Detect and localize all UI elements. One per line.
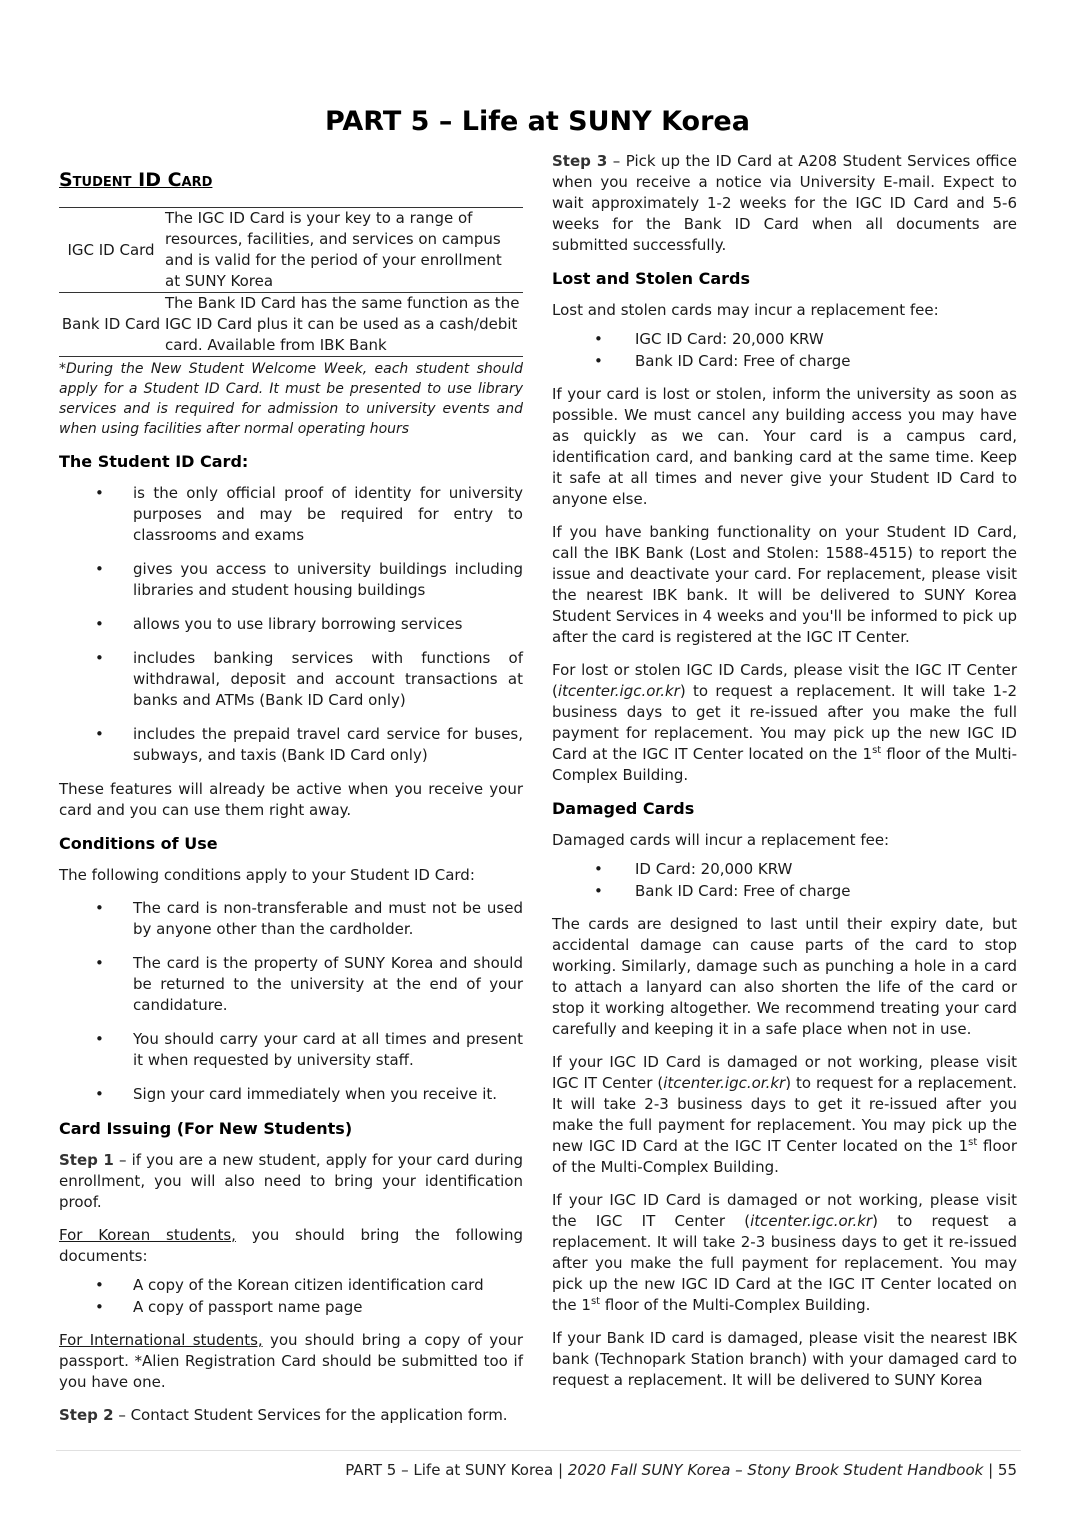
lost-fees-list [552,329,1017,372]
features-paragraph: These features will already be active when you receive your card and you can use them right away. [59,780,523,819]
lost-paragraph-2: If you have banking functionality on your Student ID Card, call the IBK Bank (Lost and Stolen: 1588-4515) to report the issue and deactivate your card. For replacement, please visit the nearest IBK bank. It will be delivered to SUNY Korea Student Services in 4 weeks and you'll be informed to pick up after the card is registered at the IGC IT Center. [552,523,1017,646]
page-footer [345,1459,1017,1481]
footer-separator: | [983,1461,998,1479]
international-students-text: you should bring a copy of your passport. *Alien Registration Card should be submitted too if you have one. [59,1331,523,1391]
text-span: floor of the Multi-Complex Building. [600,1296,871,1314]
list-item: • Bank ID Card: Free of charge [552,881,1017,902]
table-cell-label: IGC ID Card [67,240,155,259]
list-item: • ID Card: 20,000 KRW [552,859,1017,880]
text-span: If your IGC ID Card is damaged or not working, please visit the IGC IT Center ( [552,1191,1017,1230]
damaged-intro: Damaged cards will incur a replacement fee: [552,831,890,849]
list-item: • The card is the property of SUNY Korea and should be returned to the university at the end of your candidature. [59,953,523,1016]
heading-conditions-of-use: Conditions of Use [59,834,218,853]
features-list [59,483,523,766]
international-students-label: For International students, [59,1331,263,1349]
lost-intro: Lost and stolen cards may incur a replacement fee: [552,301,939,319]
step-2-label: Step 2 [59,1406,114,1424]
text-span: For lost or stolen IGC ID Cards, please visit the IGC IT Center ( [552,661,1017,700]
lost-paragraph-1: If your card is lost or stolen, inform the university as soon as possible. We must cancel any building access you may have as quickly as we can. Your card is a campus card, identification card, and banking card at the same time. Keep it safe at all times and never give your Student ID Card to anyone else. [552,385,1017,508]
step-3-label: Step 3 [552,152,608,170]
list-item: • A copy of the Korean citizen identification card [59,1275,523,1296]
footer-separator: | [553,1461,568,1479]
korean-docs-list [59,1275,523,1318]
damaged-paragraph-4: If your Bank ID card is damaged, please visit the nearest IBK bank (Technopark Station branch) with your damaged card to request a replacement. It will be delivered to SUNY Korea [552,1329,1017,1389]
heading-card-issuing: Card Issuing (For New Students) [59,1119,353,1138]
it-center-link[interactable]: itcenter.igc.or.kr [663,1074,786,1092]
list-item: • IGC ID Card: 20,000 KRW [552,329,1017,350]
damaged-fees-list [552,859,1017,902]
international-students-paragraph [59,1330,523,1393]
korean-students-label: For Korean students, [59,1226,236,1244]
step-3-paragraph [552,151,1017,256]
damaged-paragraph-2 [552,1052,1017,1178]
text-span: ) to request a replacement. It will take 2-3 business days to get it re-issued after you make the full payment for replacement. You may pick up the new IGC ID Card at the IGC IT Center located on the 1 [552,1212,1017,1314]
it-center-link[interactable]: itcenter.igc.or.kr [750,1212,873,1230]
table-row [59,293,523,357]
damaged-paragraph-3 [552,1190,1017,1316]
list-item: • includes the prepaid travel card service for buses, subways, and taxis (Bank ID Card only) [59,724,523,766]
left-column [59,151,523,1438]
id-card-table [59,207,523,357]
korean-students-paragraph [59,1225,523,1267]
text-span: If your IGC ID Card is damaged or not working, please visit IGC IT Center ( [552,1053,1017,1092]
damaged-paragraph-1: The cards are designed to last until their expiry date, but accidental damage can cause parts of the card to stop working. Similarly, damage such as punching a hole in a card to attach a lanyard can also shorten the life of the card or stop it working altogether. We recommend treating your card carefully and keeping it in a safe place when not in use. [552,915,1017,1038]
heading-damaged-cards: Damaged Cards [552,799,695,818]
step-3-text: – Pick up the ID Card at A208 Student Services office when you receive a notice via University E-mail. Expect to wait approximately 1-2 weeks for the IGC ID Card and 5-6 weeks for the Bank ID Card when all documents are submitted successfully. [552,152,1017,254]
superscript: st [872,745,882,756]
text-span: floor of the Multi-Complex Building. [552,1137,1017,1176]
table-cell-label: Bank ID Card [61,315,161,333]
right-column [552,151,1017,1403]
list-item: • The card is non-transferable and must not be used by anyone other than the cardholder. [59,898,523,940]
list-item: • includes banking services with functions of withdrawal, deposit and account transactions at banks and ATMs (Bank ID Card only) [59,648,523,711]
list-item: • is the only official proof of identity for university purposes and may be required for entry to classrooms and exams [59,483,523,546]
footer-divider [56,1450,1021,1451]
welcome-week-note: *During the New Student Welcome Week, each student should apply for a Student ID Card. It must be presented to use library services and is required for admission to university events and when using facilities after normal operating hours [59,361,523,437]
step-2-paragraph [59,1405,523,1426]
text-span: floor of the Multi-Complex Building. [552,745,1018,784]
step-1-label: Step 1 [59,1151,114,1169]
heading-lost-and-stolen: Lost and Stolen Cards [552,269,751,288]
text-span: ) to request a replacement. It will take 1-2 business days to get it re-issued after you make the full payment for replacement. You may pick up the new IGC ID Card at the IGC IT Center located on the 1 [552,682,1017,763]
it-center-link[interactable]: itcenter.igc.or.kr [557,682,680,700]
step-1-text: – if you are a new student, apply for your card during enrollment, you will also need to bring your identification proof. [59,1151,523,1211]
table-cell-desc: The Bank ID Card has the same function as the IGC ID Card plus it can be used as a cash/debit card. Available from IBK Bank [165,294,520,354]
conditions-list [59,898,523,1105]
list-item: • Bank ID Card: Free of charge [552,351,1017,372]
table-row [59,208,523,293]
list-item: • gives you access to university buildings including libraries and student housing buildings [59,559,523,601]
step-2-text: – Contact Student Services for the application form. [113,1406,508,1424]
heading-student-id-card: The Student ID Card: [59,452,249,471]
superscript: st [968,1137,978,1148]
korean-students-text: you should bring the following documents: [59,1226,524,1265]
footer-handbook: 2020 Fall SUNY Korea – Stony Brook Student Handbook [567,1461,984,1479]
lost-paragraph-3 [552,660,1017,786]
list-item: • Sign your card immediately when you receive it. [59,1084,523,1105]
list-item: • You should carry your card at all times and present it when requested by university staff. [59,1029,523,1071]
table-cell-desc: The IGC ID Card is your key to a range of resources, facilities, and services on campus and is valid for the period of your enrollment at SUNY Korea [165,209,502,290]
text-span: ) to request for a replacement. It will take 2-3 business days to get it re-issued after you make the full payment for replacement. You may pick up the new IGC ID Card at the IGC IT Center located on the 1 [552,1074,1017,1155]
footer-part: PART 5 – Life at SUNY Korea [345,1461,554,1479]
list-item: • A copy of passport name page [59,1297,523,1318]
superscript: st [590,1296,601,1307]
page-title: PART 5 – Life at SUNY Korea [325,106,750,137]
list-item: • allows you to use library borrowing services [59,614,523,635]
section-title-student-id-card: Student ID Card [59,169,213,191]
page-number: 55 [997,1461,1017,1479]
step-1-paragraph [59,1150,523,1213]
conditions-intro: The following conditions apply to your Student ID Card: [59,866,475,884]
